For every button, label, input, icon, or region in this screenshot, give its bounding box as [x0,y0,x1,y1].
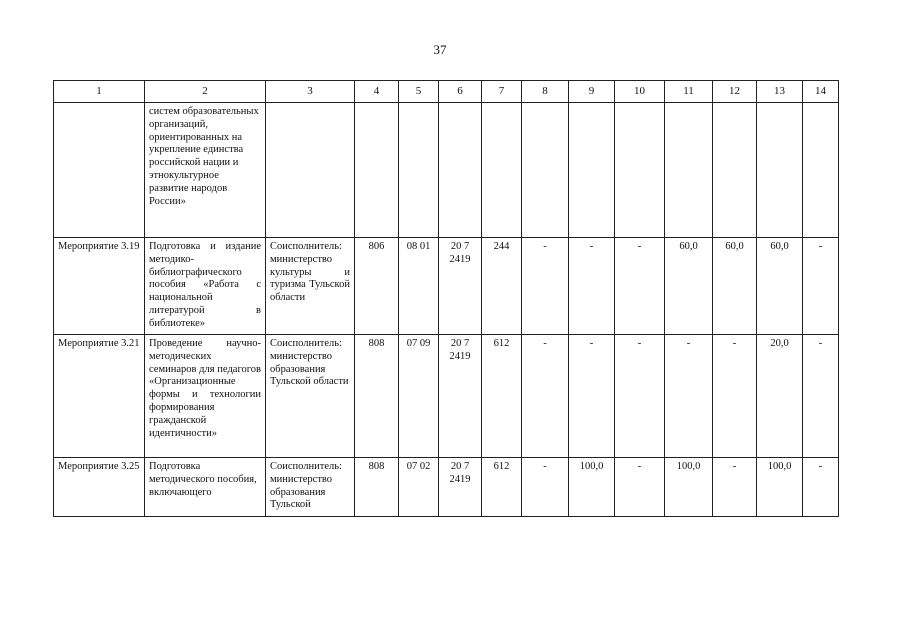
table-row-measure-3-19 [54,238,839,335]
column-header: 8 [522,81,569,103]
cell-col13: 60,0 [757,238,803,335]
table-header-row [54,81,839,103]
cell-col4 [355,103,399,238]
cell-col7 [482,103,522,238]
cell-col8: - [522,238,569,335]
cell-col9 [569,103,615,238]
cell-col5: 08 01 [399,238,439,335]
cell-measure [54,103,145,238]
cell-col9: 100,0 [569,458,615,517]
cell-col4: 806 [355,238,399,335]
cell-description: систем образовательных организаций, ориентированных на укрепление единства российской нации и этнокультурное развитие народов России» [145,103,266,238]
column-header: 11 [665,81,713,103]
column-header: 3 [266,81,355,103]
cell-col14: - [803,335,839,458]
page-number: 37 [433,42,447,57]
cell-col9: - [569,238,615,335]
cell-col8: - [522,335,569,458]
cell-col6: 20 7 2419 [439,458,482,517]
cell-col7: 612 [482,458,522,517]
column-header: 1 [54,81,145,103]
cell-col5 [399,103,439,238]
cell-col6 [439,103,482,238]
cell-description: Подготовка и издание методико-библиографического пособия «Работа с национальной литературой в библиотеке» [145,238,266,335]
column-header: 9 [569,81,615,103]
table-row-measure-3-21 [54,335,839,458]
cell-col14: - [803,458,839,517]
cell-col12: 60,0 [713,238,757,335]
cell-col10 [615,103,665,238]
budget-table [53,80,839,517]
cell-col12: - [713,335,757,458]
cell-col10: - [615,335,665,458]
cell-col9: - [569,335,615,458]
cell-executor: Соисполнитель: министерство культуры и туризма Тульской области [266,238,355,335]
column-header: 5 [399,81,439,103]
cell-col7: 612 [482,335,522,458]
cell-col14 [803,103,839,238]
cell-col11: 100,0 [665,458,713,517]
cell-measure: Мероприятие 3.25 [54,458,145,517]
cell-col13: 20,0 [757,335,803,458]
cell-col14: - [803,238,839,335]
cell-executor: Соисполнитель: министерство образования Тульской [266,458,355,517]
cell-col11: 60,0 [665,238,713,335]
cell-col11: - [665,335,713,458]
column-header: 6 [439,81,482,103]
cell-col5: 07 09 [399,335,439,458]
cell-col4: 808 [355,335,399,458]
cell-col12 [713,103,757,238]
cell-measure: Мероприятие 3.21 [54,335,145,458]
cell-col11 [665,103,713,238]
column-header: 13 [757,81,803,103]
table-row-measure-3-25 [54,458,839,517]
cell-measure: Мероприятие 3.19 [54,238,145,335]
column-header: 14 [803,81,839,103]
cell-description: Подготовка методического пособия, включающего [145,458,266,517]
table-row-continuation [54,103,839,238]
cell-col13: 100,0 [757,458,803,517]
cell-description: Проведение научно-методических семинаров для педагогов «Организационные формы и технологии формирования гражданской идентичности» [145,335,266,458]
cell-col8 [522,103,569,238]
cell-col10: - [615,238,665,335]
cell-col6: 20 7 2419 [439,335,482,458]
cell-col12: - [713,458,757,517]
column-header: 4 [355,81,399,103]
cell-col10: - [615,458,665,517]
column-header: 10 [615,81,665,103]
cell-col8: - [522,458,569,517]
cell-col13 [757,103,803,238]
cell-col7: 244 [482,238,522,335]
column-header: 7 [482,81,522,103]
column-header: 2 [145,81,266,103]
column-header: 12 [713,81,757,103]
cell-col5: 07 02 [399,458,439,517]
cell-executor: Соисполнитель: министерство образования Тульской области [266,335,355,458]
cell-col4: 808 [355,458,399,517]
cell-executor [266,103,355,238]
cell-col6: 20 7 2419 [439,238,482,335]
